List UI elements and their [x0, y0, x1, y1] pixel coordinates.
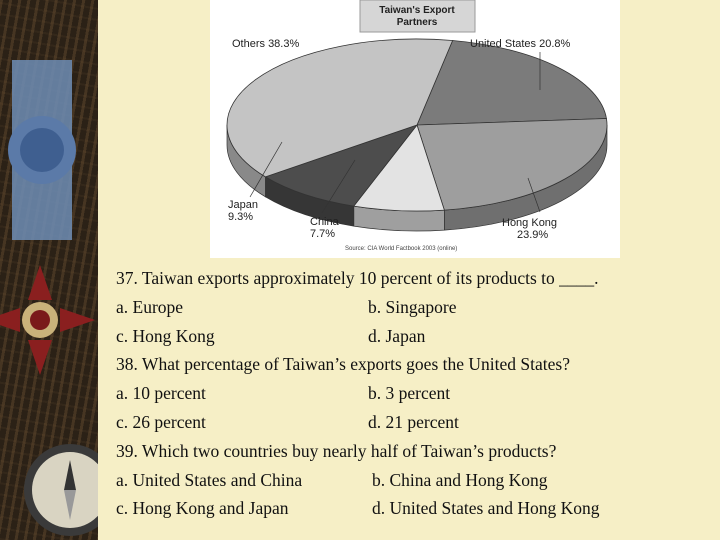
- q39-option-d[interactable]: d. United States and Hong Kong: [372, 498, 600, 519]
- maltese-cross-icon: [0, 265, 95, 375]
- question-37-options-row1: [116, 293, 706, 322]
- rosette-center: [20, 128, 64, 172]
- label-china-value: 7.7%: [310, 228, 336, 240]
- chart-title-line1: Taiwan's Export: [379, 5, 455, 16]
- decorative-medals-image: [0, 0, 98, 540]
- q38-option-b[interactable]: b. 3 percent: [368, 383, 451, 404]
- question-37-options-row2: [116, 322, 706, 351]
- pie-slices-group: [227, 39, 607, 211]
- chart-source: Source: CIA World Factbook 2003 (online): [345, 246, 458, 252]
- question-39-options-row1: [116, 466, 706, 495]
- question-39-options-row2: [116, 494, 706, 523]
- q37-option-a[interactable]: a. Europe: [116, 296, 184, 317]
- question-38-options-row1: [116, 379, 706, 408]
- question-39-text: 39. Which two countries buy nearly half of Taiwan’s products?: [116, 440, 557, 461]
- q38-option-c[interactable]: c. 26 percent: [116, 411, 206, 432]
- q37-option-b[interactable]: b. Singapore: [368, 296, 457, 317]
- question-37: [116, 264, 706, 293]
- pie-slice-hong-kong: [417, 119, 607, 211]
- export-partners-chart: [210, 0, 620, 258]
- label-japan-value: 9.3%: [228, 211, 254, 223]
- q39-option-a[interactable]: a. United States and China: [116, 469, 303, 490]
- question-38-options-row2: [116, 408, 706, 437]
- label-japan-name: Japan: [228, 199, 258, 211]
- question-38-text: 38. What percentage of Taiwan’s exports goes the United States?: [116, 354, 570, 375]
- q37-option-d[interactable]: d. Japan: [368, 325, 426, 346]
- compass-icon: [24, 444, 98, 536]
- q39-option-c[interactable]: c. Hong Kong and Japan: [116, 498, 289, 519]
- chart-title-line2: Partners: [396, 17, 438, 28]
- q38-option-d[interactable]: d. 21 percent: [368, 411, 459, 432]
- q39-option-b[interactable]: b. China and Hong Kong: [372, 469, 548, 490]
- label-united-states: United States 20.8%: [470, 38, 571, 50]
- label-hong-kong-name: Hong Kong: [502, 217, 558, 229]
- label-others: Others 38.3%: [232, 38, 300, 50]
- quiz-questions: [116, 264, 706, 523]
- q38-option-a[interactable]: a. 10 percent: [116, 383, 206, 404]
- label-china-name: China: [310, 216, 339, 228]
- q37-option-c[interactable]: c. Hong Kong: [116, 325, 215, 346]
- label-hong-kong-value: 23.9%: [517, 229, 549, 241]
- pie-chart-svg: [210, 0, 620, 258]
- question-37-text: 37. Taiwan exports approximately 10 percent of its products to ____.: [116, 268, 599, 288]
- question-38: [116, 350, 706, 379]
- medals-illustration: [0, 0, 98, 540]
- question-39: [116, 437, 706, 466]
